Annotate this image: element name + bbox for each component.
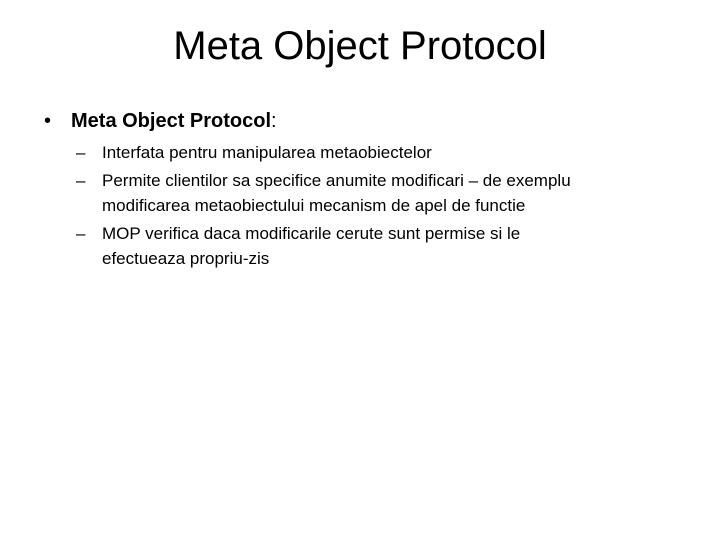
sub-bullet-line: efectueaza propriu-zis xyxy=(102,249,270,268)
slide-title: Meta Object Protocol xyxy=(173,24,547,68)
bullet-marker: • xyxy=(44,110,52,132)
sub-bullet-list xyxy=(76,140,676,274)
main-bullet-label: Meta Object Protocol xyxy=(71,110,272,132)
sub-bullet-item xyxy=(76,140,676,166)
sub-bullet-line: modificarea metaobiectului mecanism de apel de functie xyxy=(102,196,526,215)
dash-marker: – xyxy=(76,223,86,243)
dash-marker: – xyxy=(76,170,86,190)
sub-bullet-line: Interfata pentru manipularea metaobiectelor xyxy=(102,143,432,162)
sub-bullet-item xyxy=(76,221,676,272)
sub-bullet-line: Permite clientilor sa specifice anumite modificari – de exemplu xyxy=(102,170,571,190)
main-bullet-text xyxy=(71,106,277,136)
dash-marker: – xyxy=(76,143,86,162)
sub-bullet-item xyxy=(76,168,676,219)
sub-bullet-line: MOP verifica daca modificarile cerute sunt permise si le xyxy=(102,223,521,243)
main-bullet-suffix: : xyxy=(271,110,277,132)
